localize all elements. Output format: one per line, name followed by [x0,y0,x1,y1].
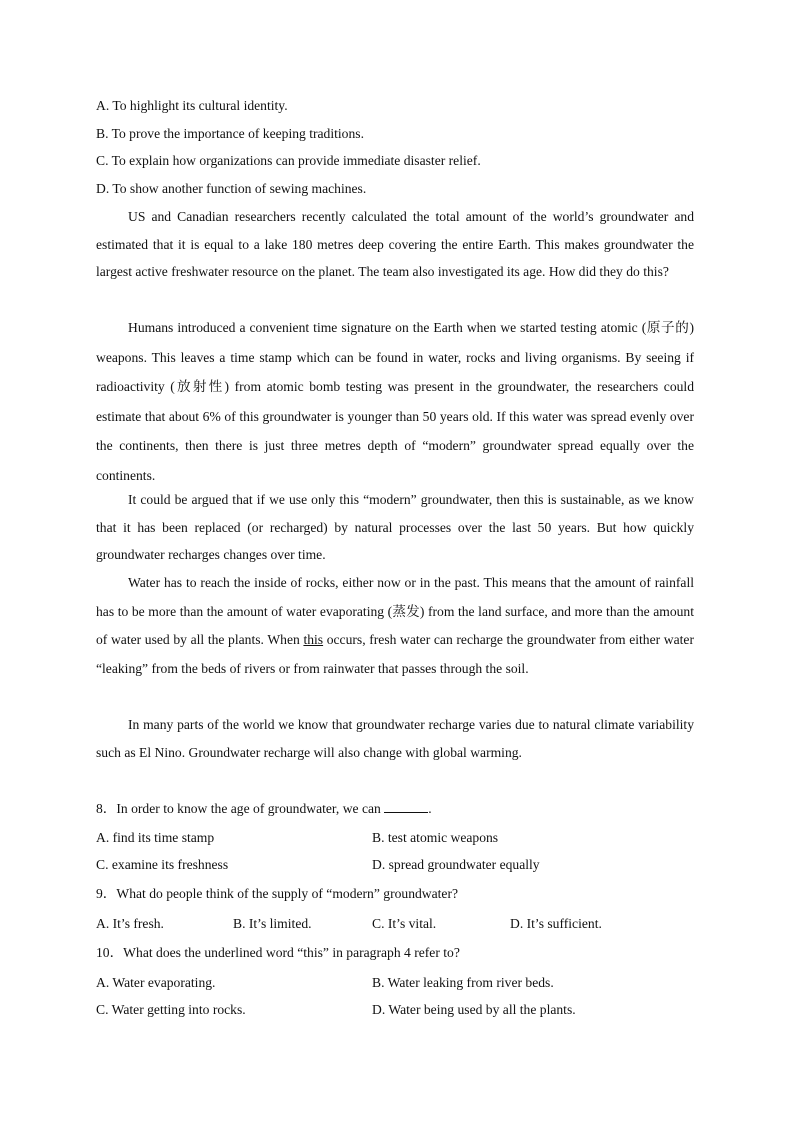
answer-blank [384,798,428,813]
q10-option-d: D. Water being used by all the plants. [372,1002,576,1017]
prev-option-a: A. To highlight its cultural identity. [96,98,288,113]
prev-option-d: D. To show another function of sewing machines. [96,181,367,196]
q9-option-a: A. It’s fresh. [96,916,164,931]
q8-option-d: D. spread groundwater equally [372,857,540,872]
question-8-stem: 8．In order to know the age of groundwater, we can [96,801,381,816]
q10-option-b: B. Water leaking from river beds. [372,975,554,990]
passage-paragraph-4 [96,569,694,683]
q9-option-d: D. It’s sufficient. [510,916,602,931]
q8-option-b: B. test atomic weapons [372,830,499,845]
question-10: 10．What does the underlined word “this” in paragraph 4 refer to? [96,945,460,960]
paragraph-4-text-start: Water has to reach the inside of rocks, either now or in the past. This means that the amount of rainfall has to be more than the amount of water evaporating (蒸发) from the land surface, and more than the amount of water used by all the plants. When [96,575,694,647]
paragraph-1-text: US and Canadian researchers recently calculated the total amount of the world’s groundwater and estimated that it is equal to a lake 180 metres deep covering the entire Earth. This makes groundwater the largest active freshwater resource on the planet. The team also investigated its age. How did they do this? [96,209,694,279]
paragraph-4-text-end: occurs, fresh water can recharge the groundwater from either water “leaking” from the beds of rivers or from rainwater that passes through the soil. [96,632,694,676]
paragraph-3-text: It could be argued that if we use only this “modern” groundwater, then this is sustainable, as we know that it has been replaced (or recharged) by natural processes over the last 50 years. But how quickly groundwater recharges changes over time. [96,492,694,562]
question-8 [96,795,432,823]
passage-paragraph-2 [96,313,694,490]
passage-paragraph-5 [96,711,694,766]
passage-paragraph-3 [96,486,694,569]
passage-paragraph-1 [96,203,694,286]
question-9: 9．What do people think of the supply of “modern” groundwater? [96,886,459,901]
paragraph-2-text: Humans introduced a convenient time signature on the Earth when we started testing atomic (原子的) weapons. This leaves a time stamp which can be found in water, rocks and living organisms. By seeing if radioactivity (放射性) from atomic bomb testing was present in the groundwater, the researchers could estimate that about 6% of this groundwater is younger than 50 years old. If this water was spread evenly over the continents, then there is just three metres depth of “modern” groundwater spread equally over the continents. [96,320,694,483]
q9-option-b: B. It’s limited. [233,916,312,931]
q10-option-a: A. Water evaporating. [96,975,216,990]
question-8-end: . [428,801,432,816]
q8-option-c: C. examine its freshness [96,857,229,872]
paragraph-5-text: In many parts of the world we know that groundwater recharge varies due to natural climate variability such as El Nino. Groundwater recharge will also change with global warming. [96,717,694,760]
underlined-word-this: this [303,632,324,647]
q8-option-a: A. find its time stamp [96,830,215,845]
prev-option-b: B. To prove the importance of keeping traditions. [96,126,364,141]
q9-option-c: C. It’s vital. [372,916,437,931]
q10-option-c: C. Water getting into rocks. [96,1002,246,1017]
prev-option-c: C. To explain how organizations can provide immediate disaster relief. [96,153,481,168]
